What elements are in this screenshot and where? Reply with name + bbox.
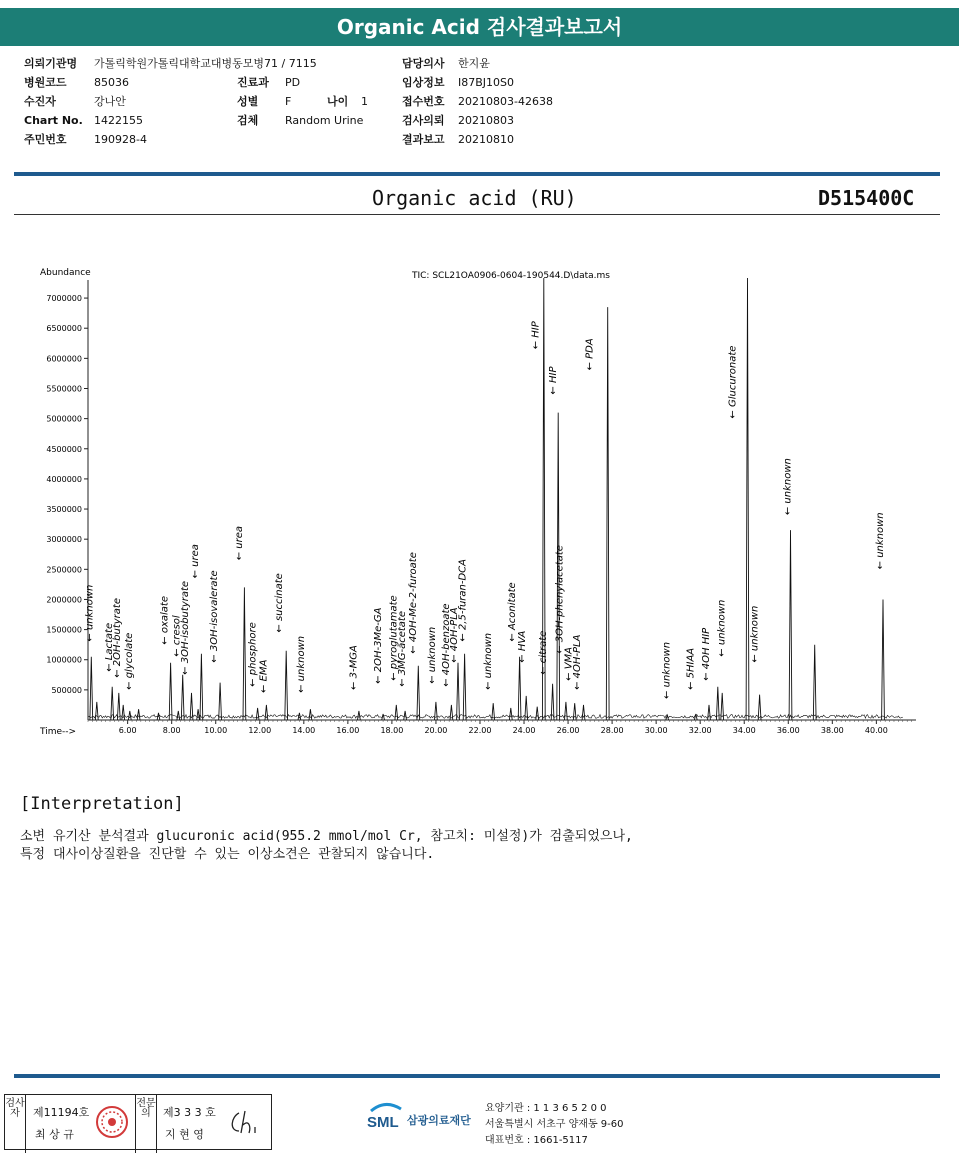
- peak: [417, 666, 420, 720]
- peak-annotation-label: ← PDA: [584, 338, 596, 371]
- org-address: 서울특별시 서초구 양재동 9-60: [485, 1119, 624, 1130]
- peak: [382, 714, 385, 720]
- field-value: PD: [285, 76, 301, 89]
- y-tick-label: 5500000: [46, 384, 82, 394]
- y-tick-label: 6000000: [46, 354, 82, 364]
- doctor-no: 제3 3 3 호: [163, 1106, 216, 1119]
- field-label: 나이: [327, 95, 349, 108]
- reviewer-no: 제11194호: [33, 1106, 90, 1119]
- interpretation-line: 소변 유기산 분석결과 glucuronic acid(955.2 mmol/mol Cr, 참고치: 미설정)가 검출되었으나,: [20, 829, 633, 844]
- doctor-label-text: 전문의: [136, 1098, 156, 1119]
- peak: [117, 693, 120, 720]
- y-tick-label: 3500000: [46, 505, 82, 515]
- peak: [128, 711, 131, 720]
- x-tick-label: 16.00: [336, 726, 360, 735]
- peak: [298, 713, 301, 720]
- peak: [789, 530, 792, 720]
- section-divider: [14, 172, 940, 176]
- field-label: Chart No.: [24, 114, 83, 127]
- report-title: Organic Acid 검사결과보고서: [0, 8, 959, 46]
- sml-logo-icon: [365, 1101, 407, 1131]
- peak-annotation-label: ← HIP: [530, 321, 542, 350]
- peak-annotation-label: ← cresol: [171, 615, 183, 657]
- x-axis: [88, 720, 916, 735]
- peak: [518, 657, 521, 720]
- peak: [181, 675, 184, 720]
- peak: [358, 711, 361, 720]
- y-tick-label: 3000000: [46, 535, 82, 545]
- field-label: 임상정보: [402, 76, 445, 89]
- peak: [509, 708, 512, 720]
- peak: [169, 663, 172, 720]
- peak: [200, 654, 203, 720]
- patient-info-middle: [237, 73, 368, 130]
- result-code: D515400C: [818, 186, 915, 210]
- peak-annotation-label: ← unknown: [875, 512, 887, 570]
- peak-annotation-label: ← citrate: [537, 630, 549, 675]
- peak: [716, 687, 719, 720]
- signature-icon: [225, 1107, 265, 1139]
- peak: [565, 702, 568, 720]
- peak: [606, 307, 609, 720]
- org-logo-text: SML: [367, 1114, 399, 1131]
- peak: [177, 711, 180, 720]
- section-divider: [14, 214, 940, 215]
- x-tick-label: 20.00: [424, 726, 448, 735]
- x-tick-label: 24.00: [512, 726, 536, 735]
- x-tick-label: 22.00: [468, 726, 492, 735]
- field-label: 담당의사: [402, 57, 445, 70]
- y-tick-label: 4000000: [46, 474, 82, 484]
- peak-annotation-label: ← urea: [190, 544, 202, 579]
- interpretation-heading: [Interpretation]: [20, 794, 184, 814]
- peak: [285, 651, 288, 720]
- y-tick-label: 4500000: [46, 444, 82, 454]
- peak: [395, 705, 398, 720]
- field-label: 진료과: [237, 76, 269, 89]
- x-tick-label: 36.00: [776, 726, 800, 735]
- peak-annotation-label: ← 4OH HIP: [701, 627, 713, 681]
- interpretation-line: 특정 대사이상질환을 진단할 수 있는 이상소견은 관찰되지 않습니다.: [20, 847, 435, 862]
- field-value: I87BJ10S0: [458, 76, 515, 89]
- x-tick-label: 6.00: [118, 726, 137, 735]
- chart-title: TIC: SCL21OA0906-0604-190544.D\data.ms: [412, 271, 610, 281]
- field-label: 수진자: [24, 95, 56, 108]
- org-phone: 대표번호 : 1661-5117: [485, 1135, 588, 1146]
- peak-annotation-label: ← unknown: [426, 626, 438, 684]
- y-tick-label: 7000000: [46, 294, 82, 304]
- peak-annotation-label: ← HVA: [517, 630, 529, 663]
- y-axis: [46, 280, 88, 720]
- field-label: 검체: [237, 114, 259, 127]
- peak: [309, 709, 312, 720]
- peak-annotation-label: ← oxalate: [159, 596, 171, 645]
- peak-annotation-label: ← unknown: [482, 632, 494, 690]
- peak: [525, 696, 528, 720]
- peak-annotation-label: ← unknown: [661, 641, 673, 699]
- peak-annotation-label: ← 3OH-phenylacetate: [554, 545, 566, 654]
- field-label: 검사의뢰: [402, 114, 445, 127]
- peak-annotation-label: ← 5HIAA: [685, 647, 697, 690]
- x-tick-label: 10.00: [204, 726, 228, 735]
- peak: [137, 709, 140, 720]
- peak-annotation-label: ← succinate: [273, 573, 285, 633]
- result-title: Organic acid (RU): [372, 186, 577, 210]
- x-tick-label: 30.00: [644, 726, 668, 735]
- field-label: 성별: [237, 95, 259, 108]
- peak: [463, 654, 466, 720]
- field-value: 가톨릭학원가톨릭대학교대병동모병71 / 7115: [94, 57, 317, 70]
- peak-annotation-label: ← Lactate: [104, 622, 116, 672]
- peak-annotation-label: ← glycolate: [123, 632, 135, 690]
- reviewer-label: [5, 1095, 26, 1153]
- peak: [758, 695, 761, 720]
- field-value: 한지윤: [458, 57, 490, 70]
- peak: [90, 657, 93, 720]
- x-axis-label: Time-->: [40, 727, 77, 737]
- peak-annotation-label: ← unknown: [749, 605, 761, 663]
- peak-annotation-label: ← 4OH-PLA: [572, 634, 584, 690]
- field-value: 1: [361, 95, 368, 108]
- doctor-name: 지 현 영: [165, 1128, 204, 1141]
- field-value: 20210810: [458, 133, 514, 146]
- y-tick-label: 1500000: [46, 625, 82, 635]
- y-tick-label: 2000000: [46, 595, 82, 605]
- field-value: 20210803-42638: [458, 95, 553, 108]
- peak-annotation-label: ← unknown: [782, 458, 794, 516]
- x-tick-label: 34.00: [732, 726, 756, 735]
- field-label: 결과보고: [402, 133, 445, 146]
- y-axis-label: Abundance: [40, 268, 91, 278]
- peak: [243, 587, 246, 720]
- baseline-trace: [88, 715, 903, 719]
- field-value: 1422155: [94, 114, 143, 127]
- field-value: 190928-4: [94, 133, 147, 146]
- x-tick-label: 40.00: [864, 726, 888, 735]
- peak-annotation-label: ← unknown: [295, 635, 307, 693]
- peak-annotation-label: ← HIP: [548, 366, 560, 395]
- peak-annotation-label: ← unknown: [716, 599, 728, 657]
- peak-annotation-label: ← 2OH-butyrate: [111, 598, 123, 678]
- peak-annotation-label: ← VMA: [563, 646, 575, 681]
- x-tick-label: 8.00: [162, 726, 181, 735]
- field-value: 85036: [94, 76, 129, 89]
- peak-annotation-label: ← 4OH-benzoate: [441, 603, 453, 687]
- peak: [882, 600, 885, 721]
- peak-annotation-label: ← 2,5-furan-DCA: [457, 558, 469, 642]
- x-tick-label: 12.00: [248, 726, 272, 735]
- peak-annotation-label: ← 2OH-3Me-GA: [372, 607, 384, 684]
- peak-annotation-label: ← EMA: [258, 659, 270, 693]
- peak: [190, 693, 193, 720]
- field-label: 접수번호: [402, 95, 445, 108]
- y-tick-label: 500000: [51, 685, 82, 695]
- org-name: 삼광의료재단: [407, 1114, 471, 1127]
- peak: [197, 709, 200, 720]
- peak-annotation-label: ← 3OH-isovalerate: [208, 570, 220, 663]
- x-tick-label: 18.00: [380, 726, 404, 735]
- peak: [492, 703, 495, 720]
- peak-annotation-label: ← 4OH-Me-2-furoate: [408, 552, 420, 654]
- peak-annotation-label: ← urea: [234, 525, 246, 561]
- peak: [666, 715, 669, 720]
- reviewer-label-text: 검사자: [5, 1098, 25, 1119]
- x-tick-label: 38.00: [820, 726, 844, 735]
- peak: [708, 705, 711, 720]
- interpretation-text: [20, 828, 633, 864]
- peak: [721, 693, 724, 720]
- field-value: Random Urine: [285, 114, 364, 127]
- peak-annotation-label: ← 4OH-PLA: [448, 607, 460, 663]
- x-tick-label: 14.00: [292, 726, 316, 735]
- reviewer-name: 최 상 규: [35, 1128, 74, 1141]
- doctor-label: [135, 1095, 157, 1153]
- field-label: 의뢰기관명: [24, 57, 78, 70]
- peak-annotations: [84, 320, 886, 699]
- x-tick-label: 28.00: [600, 726, 624, 735]
- y-tick-label: 6500000: [46, 324, 82, 334]
- peak: [404, 711, 407, 720]
- chromatogram-chart: [30, 262, 930, 742]
- peak: [813, 645, 816, 720]
- peak-annotation-label: ← phosphore: [247, 622, 259, 687]
- org-code: 요양기관 : 1 1 3 6 5 2 0 0: [485, 1103, 607, 1114]
- x-tick-label: 26.00: [556, 726, 580, 735]
- signature-box: [4, 1094, 272, 1150]
- field-value: 강나안: [94, 95, 126, 108]
- peak-annotation-label: ← 3-MGA: [348, 645, 360, 690]
- field-label: 병원코드: [24, 76, 67, 89]
- patient-info-right: [402, 54, 553, 149]
- peak-annotation-label: ← 3OH-isobutyrate: [180, 580, 192, 675]
- seal-icon: [95, 1105, 129, 1139]
- peak-annotation-label: ← Aconitate: [507, 582, 519, 642]
- peak: [95, 702, 98, 720]
- peak: [536, 707, 539, 720]
- peak: [573, 703, 576, 720]
- peak-annotation-label: ← 3MG-acetate: [397, 610, 409, 687]
- field-value: F: [285, 95, 292, 108]
- peak: [457, 663, 460, 720]
- field-value: 20210803: [458, 114, 514, 127]
- peak-annotation-label: ← Glucuronate: [727, 345, 739, 419]
- peak-annotation-label: ← unknown: [84, 584, 96, 642]
- field-label: 주민번호: [24, 133, 67, 146]
- y-tick-label: 1000000: [46, 655, 82, 665]
- x-tick-label: 32.00: [688, 726, 712, 735]
- peak-annotation-label: ← pyroglutamate: [388, 595, 400, 681]
- footer-divider: [14, 1074, 940, 1078]
- org-info: [485, 1101, 624, 1149]
- y-tick-label: 5000000: [46, 414, 82, 424]
- y-tick-label: 2500000: [46, 565, 82, 575]
- peak: [219, 683, 222, 720]
